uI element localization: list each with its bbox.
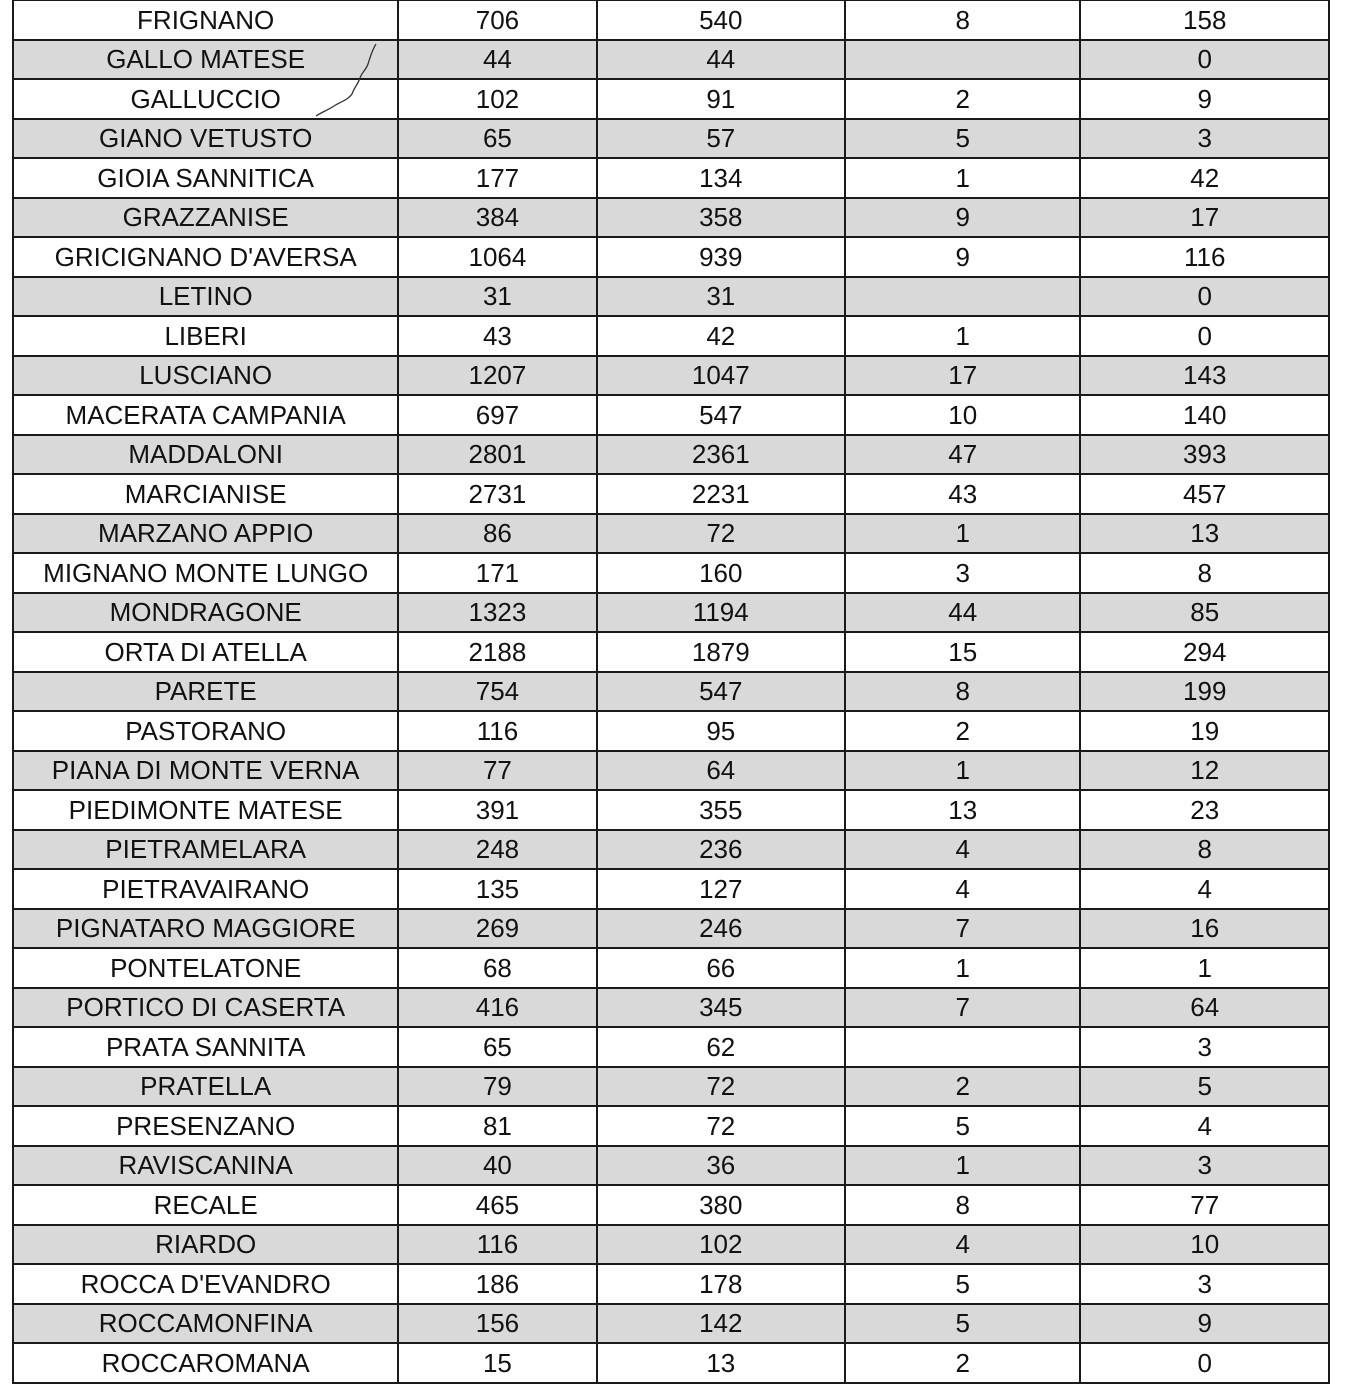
municipality-cell: PRESENZANO bbox=[13, 1106, 398, 1146]
value-cell-c3: 7 bbox=[845, 988, 1080, 1028]
value-cell-c1: 40 bbox=[398, 1146, 596, 1186]
table-row bbox=[13, 553, 1329, 593]
value-cell-c3: 10 bbox=[845, 395, 1080, 435]
value-cell-c2: 72 bbox=[597, 514, 846, 554]
municipality-cell: PORTICO DI CASERTA bbox=[13, 988, 398, 1028]
value-cell-c4: 13 bbox=[1080, 514, 1329, 554]
value-cell-c2: 127 bbox=[597, 869, 846, 909]
value-cell-c2: 540 bbox=[597, 1, 846, 40]
value-cell-c3: 1 bbox=[845, 948, 1080, 988]
value-cell-c2: 547 bbox=[597, 395, 846, 435]
value-cell-c4: 77 bbox=[1080, 1185, 1329, 1225]
value-cell-c4: 85 bbox=[1080, 593, 1329, 633]
table-row bbox=[13, 395, 1329, 435]
value-cell-c3: 5 bbox=[845, 1264, 1080, 1304]
value-cell-c3: 13 bbox=[845, 790, 1080, 830]
municipality-cell: MIGNANO MONTE LUNGO bbox=[13, 553, 398, 593]
value-cell-c1: 1207 bbox=[398, 356, 596, 396]
municipality-cell: GALLUCCIO bbox=[13, 79, 398, 119]
value-cell-c2: 246 bbox=[597, 909, 846, 949]
municipality-cell: RIARDO bbox=[13, 1225, 398, 1265]
value-cell-c2: 66 bbox=[597, 948, 846, 988]
municipality-cell: RAVISCANINA bbox=[13, 1146, 398, 1186]
table-row bbox=[13, 672, 1329, 712]
value-cell-c3: 8 bbox=[845, 1, 1080, 40]
value-cell-c1: 391 bbox=[398, 790, 596, 830]
municipality-cell: GIOIA SANNITICA bbox=[13, 158, 398, 198]
value-cell-c2: 1194 bbox=[597, 593, 846, 633]
value-cell-c3: 9 bbox=[845, 237, 1080, 277]
value-cell-c2: 345 bbox=[597, 988, 846, 1028]
value-cell-c1: 248 bbox=[398, 830, 596, 870]
value-cell-c2: 42 bbox=[597, 316, 846, 356]
value-cell-c4: 1 bbox=[1080, 948, 1329, 988]
table-row bbox=[13, 1067, 1329, 1107]
municipality-cell: ROCCA D'EVANDRO bbox=[13, 1264, 398, 1304]
value-cell-c1: 177 bbox=[398, 158, 596, 198]
value-cell-c4: 3 bbox=[1080, 1264, 1329, 1304]
municipality-cell: RECALE bbox=[13, 1185, 398, 1225]
table-row bbox=[13, 1264, 1329, 1304]
value-cell-c2: 358 bbox=[597, 198, 846, 238]
value-cell-c3: 15 bbox=[845, 632, 1080, 672]
value-cell-c3: 44 bbox=[845, 593, 1080, 633]
table-row bbox=[13, 1343, 1329, 1383]
value-cell-c4: 0 bbox=[1080, 1343, 1329, 1383]
municipality-cell: PIGNATARO MAGGIORE bbox=[13, 909, 398, 949]
value-cell-c3: 4 bbox=[845, 830, 1080, 870]
value-cell-c4: 116 bbox=[1080, 237, 1329, 277]
value-cell-c2: 939 bbox=[597, 237, 846, 277]
value-cell-c4: 5 bbox=[1080, 1067, 1329, 1107]
value-cell-c4: 199 bbox=[1080, 672, 1329, 712]
value-cell-c4: 64 bbox=[1080, 988, 1329, 1028]
value-cell-c1: 706 bbox=[398, 1, 596, 40]
table-row bbox=[13, 435, 1329, 475]
table-body bbox=[13, 1, 1329, 1383]
table-row bbox=[13, 119, 1329, 159]
value-cell-c3 bbox=[845, 40, 1080, 80]
value-cell-c4: 9 bbox=[1080, 1304, 1329, 1344]
table-row bbox=[13, 593, 1329, 633]
table-row bbox=[13, 1146, 1329, 1186]
value-cell-c3: 5 bbox=[845, 1304, 1080, 1344]
municipality-cell: LIBERI bbox=[13, 316, 398, 356]
value-cell-c2: 2361 bbox=[597, 435, 846, 475]
municipality-cell: LUSCIANO bbox=[13, 356, 398, 396]
value-cell-c1: 1323 bbox=[398, 593, 596, 633]
value-cell-c2: 236 bbox=[597, 830, 846, 870]
value-cell-c4: 3 bbox=[1080, 1027, 1329, 1067]
value-cell-c3: 5 bbox=[845, 119, 1080, 159]
value-cell-c3: 1 bbox=[845, 514, 1080, 554]
value-cell-c4: 457 bbox=[1080, 474, 1329, 514]
value-cell-c1: 135 bbox=[398, 869, 596, 909]
value-cell-c1: 697 bbox=[398, 395, 596, 435]
value-cell-c4: 10 bbox=[1080, 1225, 1329, 1265]
value-cell-c3: 17 bbox=[845, 356, 1080, 396]
municipality-cell: GRICIGNANO D'AVERSA bbox=[13, 237, 398, 277]
value-cell-c1: 81 bbox=[398, 1106, 596, 1146]
value-cell-c1: 116 bbox=[398, 711, 596, 751]
value-cell-c2: 2231 bbox=[597, 474, 846, 514]
value-cell-c1: 65 bbox=[398, 119, 596, 159]
table-row bbox=[13, 1027, 1329, 1067]
value-cell-c3: 43 bbox=[845, 474, 1080, 514]
value-cell-c4: 9 bbox=[1080, 79, 1329, 119]
value-cell-c2: 44 bbox=[597, 40, 846, 80]
value-cell-c3: 1 bbox=[845, 158, 1080, 198]
value-cell-c2: 1879 bbox=[597, 632, 846, 672]
value-cell-c2: 91 bbox=[597, 79, 846, 119]
value-cell-c3: 47 bbox=[845, 435, 1080, 475]
value-cell-c2: 72 bbox=[597, 1067, 846, 1107]
value-cell-c3: 1 bbox=[845, 1146, 1080, 1186]
value-cell-c3 bbox=[845, 277, 1080, 317]
value-cell-c3: 5 bbox=[845, 1106, 1080, 1146]
municipality-cell: PIETRAMELARA bbox=[13, 830, 398, 870]
value-cell-c2: 57 bbox=[597, 119, 846, 159]
value-cell-c2: 178 bbox=[597, 1264, 846, 1304]
value-cell-c1: 465 bbox=[398, 1185, 596, 1225]
table-row bbox=[13, 1106, 1329, 1146]
value-cell-c1: 68 bbox=[398, 948, 596, 988]
value-cell-c2: 1047 bbox=[597, 356, 846, 396]
value-cell-c1: 79 bbox=[398, 1067, 596, 1107]
value-cell-c1: 31 bbox=[398, 277, 596, 317]
value-cell-c4: 4 bbox=[1080, 869, 1329, 909]
municipality-cell: GIANO VETUSTO bbox=[13, 119, 398, 159]
municipality-cell: PRATELLA bbox=[13, 1067, 398, 1107]
value-cell-c2: 102 bbox=[597, 1225, 846, 1265]
value-cell-c4: 393 bbox=[1080, 435, 1329, 475]
table-row bbox=[13, 40, 1329, 80]
table-row bbox=[13, 869, 1329, 909]
value-cell-c4: 0 bbox=[1080, 40, 1329, 80]
value-cell-c3: 9 bbox=[845, 198, 1080, 238]
value-cell-c3: 2 bbox=[845, 1343, 1080, 1383]
table-row bbox=[13, 632, 1329, 672]
municipality-cell: LETINO bbox=[13, 277, 398, 317]
value-cell-c2: 13 bbox=[597, 1343, 846, 1383]
value-cell-c3: 8 bbox=[845, 1185, 1080, 1225]
value-cell-c4: 42 bbox=[1080, 158, 1329, 198]
table-row bbox=[13, 711, 1329, 751]
municipality-cell: GRAZZANISE bbox=[13, 198, 398, 238]
municipality-cell: PIANA DI MONTE VERNA bbox=[13, 751, 398, 791]
data-table bbox=[12, 0, 1330, 1384]
value-cell-c3: 7 bbox=[845, 909, 1080, 949]
value-cell-c1: 86 bbox=[398, 514, 596, 554]
municipality-cell: MARZANO APPIO bbox=[13, 514, 398, 554]
table-row bbox=[13, 1185, 1329, 1225]
table-row bbox=[13, 237, 1329, 277]
municipality-cell: MADDALONI bbox=[13, 435, 398, 475]
municipality-cell: FRIGNANO bbox=[13, 1, 398, 40]
value-cell-c3: 1 bbox=[845, 316, 1080, 356]
municipality-cell: PONTELATONE bbox=[13, 948, 398, 988]
value-cell-c1: 186 bbox=[398, 1264, 596, 1304]
table-row bbox=[13, 356, 1329, 396]
table-row bbox=[13, 790, 1329, 830]
municipality-cell: PIETRAVAIRANO bbox=[13, 869, 398, 909]
table-row bbox=[13, 988, 1329, 1028]
table-row bbox=[13, 514, 1329, 554]
value-cell-c4: 17 bbox=[1080, 198, 1329, 238]
municipality-cell: PARETE bbox=[13, 672, 398, 712]
value-cell-c2: 95 bbox=[597, 711, 846, 751]
value-cell-c2: 160 bbox=[597, 553, 846, 593]
value-cell-c4: 19 bbox=[1080, 711, 1329, 751]
table-row bbox=[13, 277, 1329, 317]
value-cell-c2: 64 bbox=[597, 751, 846, 791]
table-row bbox=[13, 158, 1329, 198]
value-cell-c1: 2801 bbox=[398, 435, 596, 475]
value-cell-c3: 3 bbox=[845, 553, 1080, 593]
value-cell-c4: 3 bbox=[1080, 119, 1329, 159]
value-cell-c1: 269 bbox=[398, 909, 596, 949]
value-cell-c4: 3 bbox=[1080, 1146, 1329, 1186]
value-cell-c1: 77 bbox=[398, 751, 596, 791]
table-row bbox=[13, 79, 1329, 119]
value-cell-c4: 294 bbox=[1080, 632, 1329, 672]
table-row bbox=[13, 198, 1329, 238]
value-cell-c2: 142 bbox=[597, 1304, 846, 1344]
value-cell-c1: 754 bbox=[398, 672, 596, 712]
value-cell-c1: 2188 bbox=[398, 632, 596, 672]
table-row bbox=[13, 1304, 1329, 1344]
table-row bbox=[13, 830, 1329, 870]
table-row bbox=[13, 751, 1329, 791]
value-cell-c1: 384 bbox=[398, 198, 596, 238]
municipality-cell: MARCIANISE bbox=[13, 474, 398, 514]
municipality-cell: GALLO MATESE bbox=[13, 40, 398, 80]
value-cell-c4: 143 bbox=[1080, 356, 1329, 396]
value-cell-c4: 23 bbox=[1080, 790, 1329, 830]
value-cell-c2: 36 bbox=[597, 1146, 846, 1186]
value-cell-c2: 62 bbox=[597, 1027, 846, 1067]
table-row bbox=[13, 316, 1329, 356]
value-cell-c3 bbox=[845, 1027, 1080, 1067]
value-cell-c4: 4 bbox=[1080, 1106, 1329, 1146]
value-cell-c1: 65 bbox=[398, 1027, 596, 1067]
value-cell-c4: 12 bbox=[1080, 751, 1329, 791]
value-cell-c3: 8 bbox=[845, 672, 1080, 712]
value-cell-c4: 16 bbox=[1080, 909, 1329, 949]
municipality-cell: ROCCAROMANA bbox=[13, 1343, 398, 1383]
value-cell-c1: 156 bbox=[398, 1304, 596, 1344]
table-row bbox=[13, 909, 1329, 949]
value-cell-c2: 31 bbox=[597, 277, 846, 317]
value-cell-c1: 1064 bbox=[398, 237, 596, 277]
municipality-cell: PASTORANO bbox=[13, 711, 398, 751]
value-cell-c3: 4 bbox=[845, 1225, 1080, 1265]
table-row bbox=[13, 474, 1329, 514]
value-cell-c2: 380 bbox=[597, 1185, 846, 1225]
municipality-cell: ORTA DI ATELLA bbox=[13, 632, 398, 672]
value-cell-c4: 0 bbox=[1080, 277, 1329, 317]
value-cell-c3: 1 bbox=[845, 751, 1080, 791]
municipality-cell: MACERATA CAMPANIA bbox=[13, 395, 398, 435]
value-cell-c2: 134 bbox=[597, 158, 846, 198]
table-row bbox=[13, 948, 1329, 988]
municipality-cell: ROCCAMONFINA bbox=[13, 1304, 398, 1344]
value-cell-c2: 355 bbox=[597, 790, 846, 830]
value-cell-c3: 4 bbox=[845, 869, 1080, 909]
value-cell-c1: 44 bbox=[398, 40, 596, 80]
value-cell-c4: 140 bbox=[1080, 395, 1329, 435]
value-cell-c4: 158 bbox=[1080, 1, 1329, 40]
value-cell-c1: 171 bbox=[398, 553, 596, 593]
value-cell-c3: 2 bbox=[845, 711, 1080, 751]
value-cell-c2: 547 bbox=[597, 672, 846, 712]
table-row bbox=[13, 1225, 1329, 1265]
municipality-cell: MONDRAGONE bbox=[13, 593, 398, 633]
table-row bbox=[13, 1, 1329, 40]
value-cell-c2: 72 bbox=[597, 1106, 846, 1146]
value-cell-c1: 2731 bbox=[398, 474, 596, 514]
value-cell-c4: 8 bbox=[1080, 553, 1329, 593]
value-cell-c3: 2 bbox=[845, 79, 1080, 119]
value-cell-c1: 43 bbox=[398, 316, 596, 356]
municipality-cell: PIEDIMONTE MATESE bbox=[13, 790, 398, 830]
value-cell-c1: 102 bbox=[398, 79, 596, 119]
value-cell-c1: 416 bbox=[398, 988, 596, 1028]
value-cell-c1: 116 bbox=[398, 1225, 596, 1265]
value-cell-c1: 15 bbox=[398, 1343, 596, 1383]
value-cell-c4: 8 bbox=[1080, 830, 1329, 870]
municipality-cell: PRATA SANNITA bbox=[13, 1027, 398, 1067]
value-cell-c4: 0 bbox=[1080, 316, 1329, 356]
value-cell-c3: 2 bbox=[845, 1067, 1080, 1107]
